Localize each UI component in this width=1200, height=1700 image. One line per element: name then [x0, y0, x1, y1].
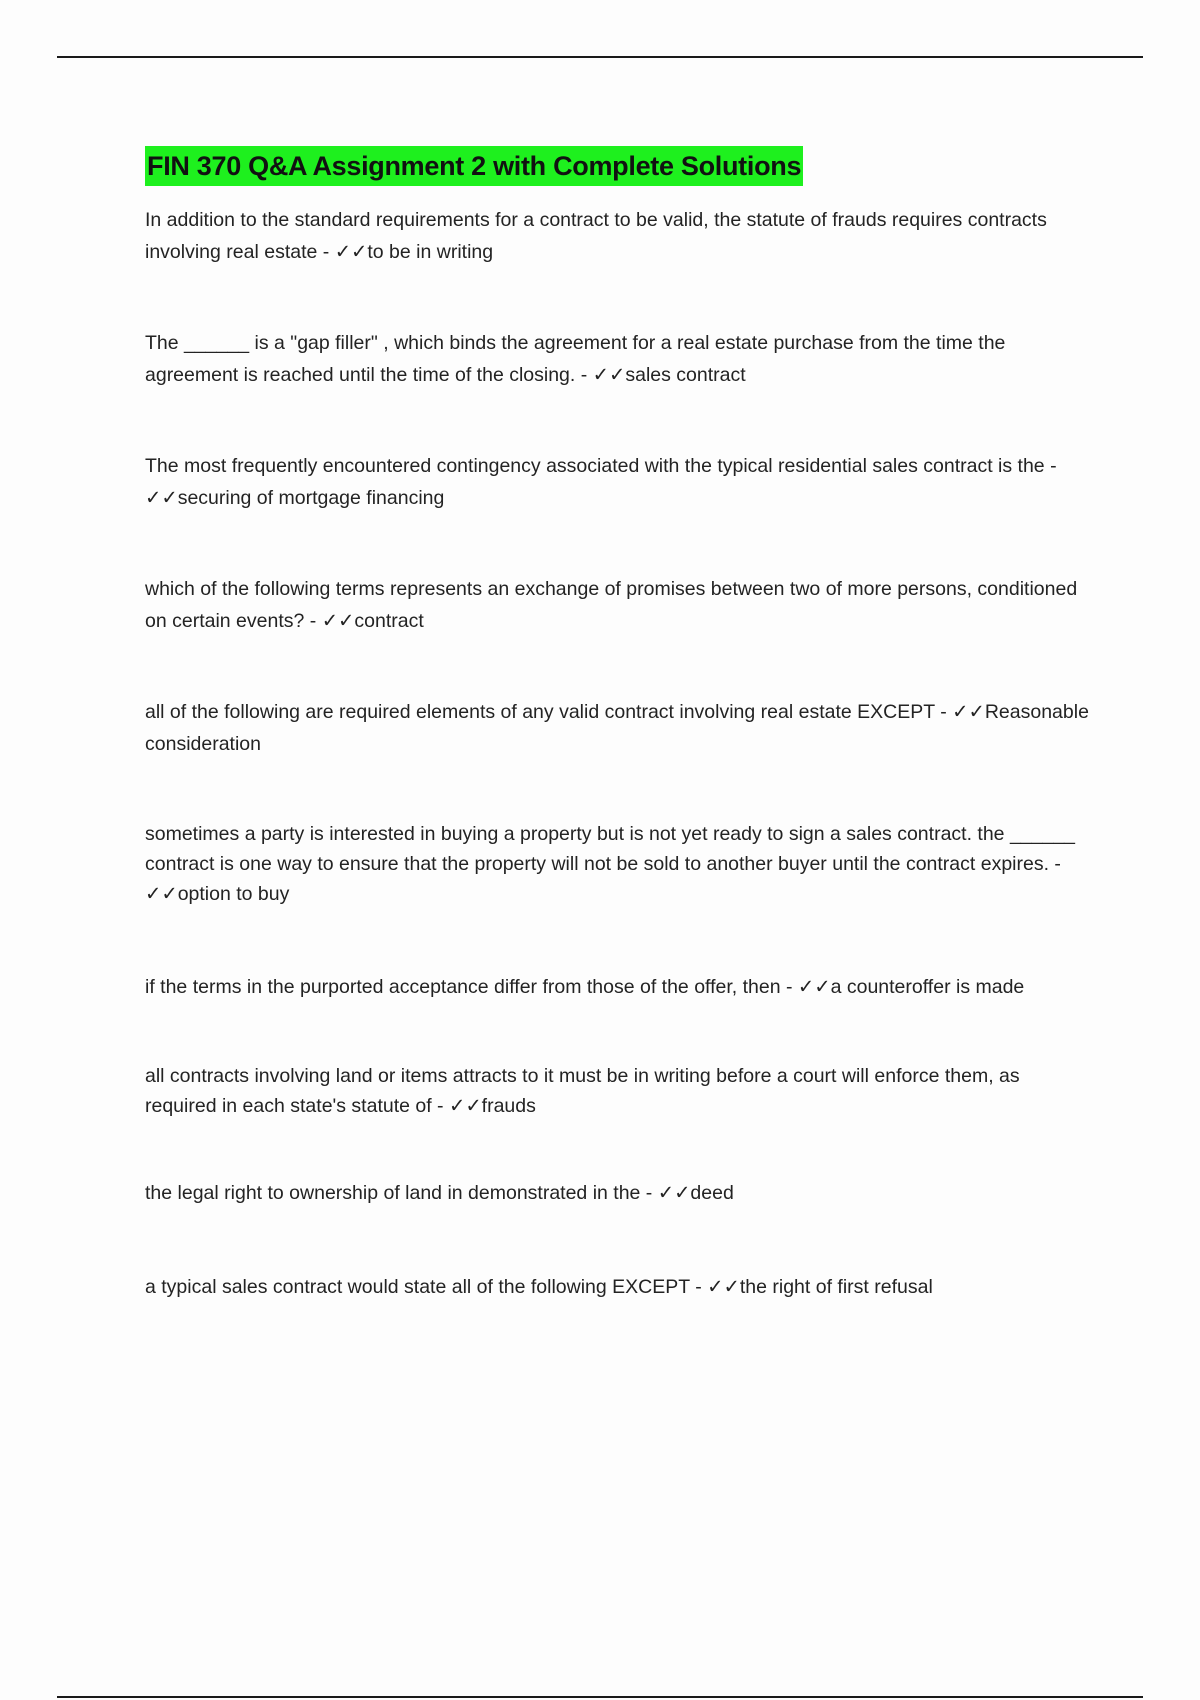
document-title: FIN 370 Q&A Assignment 2 with Complete Solutions [145, 146, 803, 186]
answer-text: the right of first refusal [739, 1276, 933, 1298]
qa-item [145, 450, 1095, 514]
answer-text: option to buy [177, 883, 290, 905]
qa-item [145, 696, 1095, 760]
question-text: all contracts involving land or items attracts to it must be in writing before a court will enforce them, as required in each state's statute of - [145, 1065, 1020, 1117]
question-text: The most frequently encountered contingency associated with the typical residential sales contract is the - [145, 455, 1057, 477]
check-mark-icon: ✓✓ [707, 1276, 740, 1298]
question-text: the legal right to ownership of land in demonstrated in the - [145, 1182, 658, 1204]
answer-text: a counteroffer is made [830, 976, 1025, 998]
question-text: a typical sales contract would state all of the following EXCEPT - [145, 1276, 708, 1298]
answer-text: to be in writing [367, 241, 494, 263]
question-text: The ______ is a "gap filler" , which binds the agreement for a real estate purchase from the time the agreement is reached until the time of the closing. - [145, 332, 1006, 386]
qa-item [145, 1177, 1095, 1209]
question-text: if the terms in the purported acceptance differ from those of the offer, then - [145, 976, 798, 998]
check-mark-icon: ✓✓ [334, 241, 368, 263]
qa-item [145, 204, 1095, 268]
answer-text: contract [354, 610, 424, 632]
check-mark-icon: ✓✓ [592, 364, 626, 386]
check-mark-icon: ✓✓ [657, 1182, 691, 1204]
qa-item [145, 573, 1095, 637]
check-mark-icon: ✓✓ [797, 976, 831, 998]
answer-text: securing of mortgage financing [177, 487, 445, 509]
question-text: In addition to the standard requirements for a contract to be valid, the statute of frauds requires contracts involving real estate - [145, 209, 1047, 263]
header-rule [57, 56, 1143, 58]
qa-item [145, 819, 1095, 909]
answer-text: deed [690, 1182, 734, 1204]
question-text: sometimes a party is interested in buying a property but is not yet ready to sign a sales contract. the ______ contract is one way to ensure that the property will not be sold to another buyer until the contract expires. - [145, 823, 1076, 875]
qa-item [145, 1061, 1095, 1121]
qa-item [145, 971, 1095, 1003]
qa-item [145, 327, 1095, 391]
check-mark-icon: ✓✓ [145, 487, 178, 509]
document-body [145, 146, 1095, 1298]
answer-text: sales contract [625, 364, 746, 386]
question-text: which of the following terms represents an exchange of promises between two of more persons, conditioned on certain events? - [145, 578, 1078, 632]
check-mark-icon: ✓✓ [321, 610, 355, 632]
check-mark-icon: ✓✓ [448, 1095, 482, 1117]
check-mark-icon: ✓✓ [145, 883, 178, 905]
answer-text: Reasonable consideration [145, 701, 1089, 755]
footer-rule [57, 1696, 1143, 1698]
qa-item [145, 1271, 1095, 1303]
question-text: all of the following are required elements of any valid contract involving real estate EXCEPT - [145, 701, 953, 723]
check-mark-icon: ✓✓ [952, 701, 985, 723]
answer-text: frauds [481, 1095, 536, 1117]
